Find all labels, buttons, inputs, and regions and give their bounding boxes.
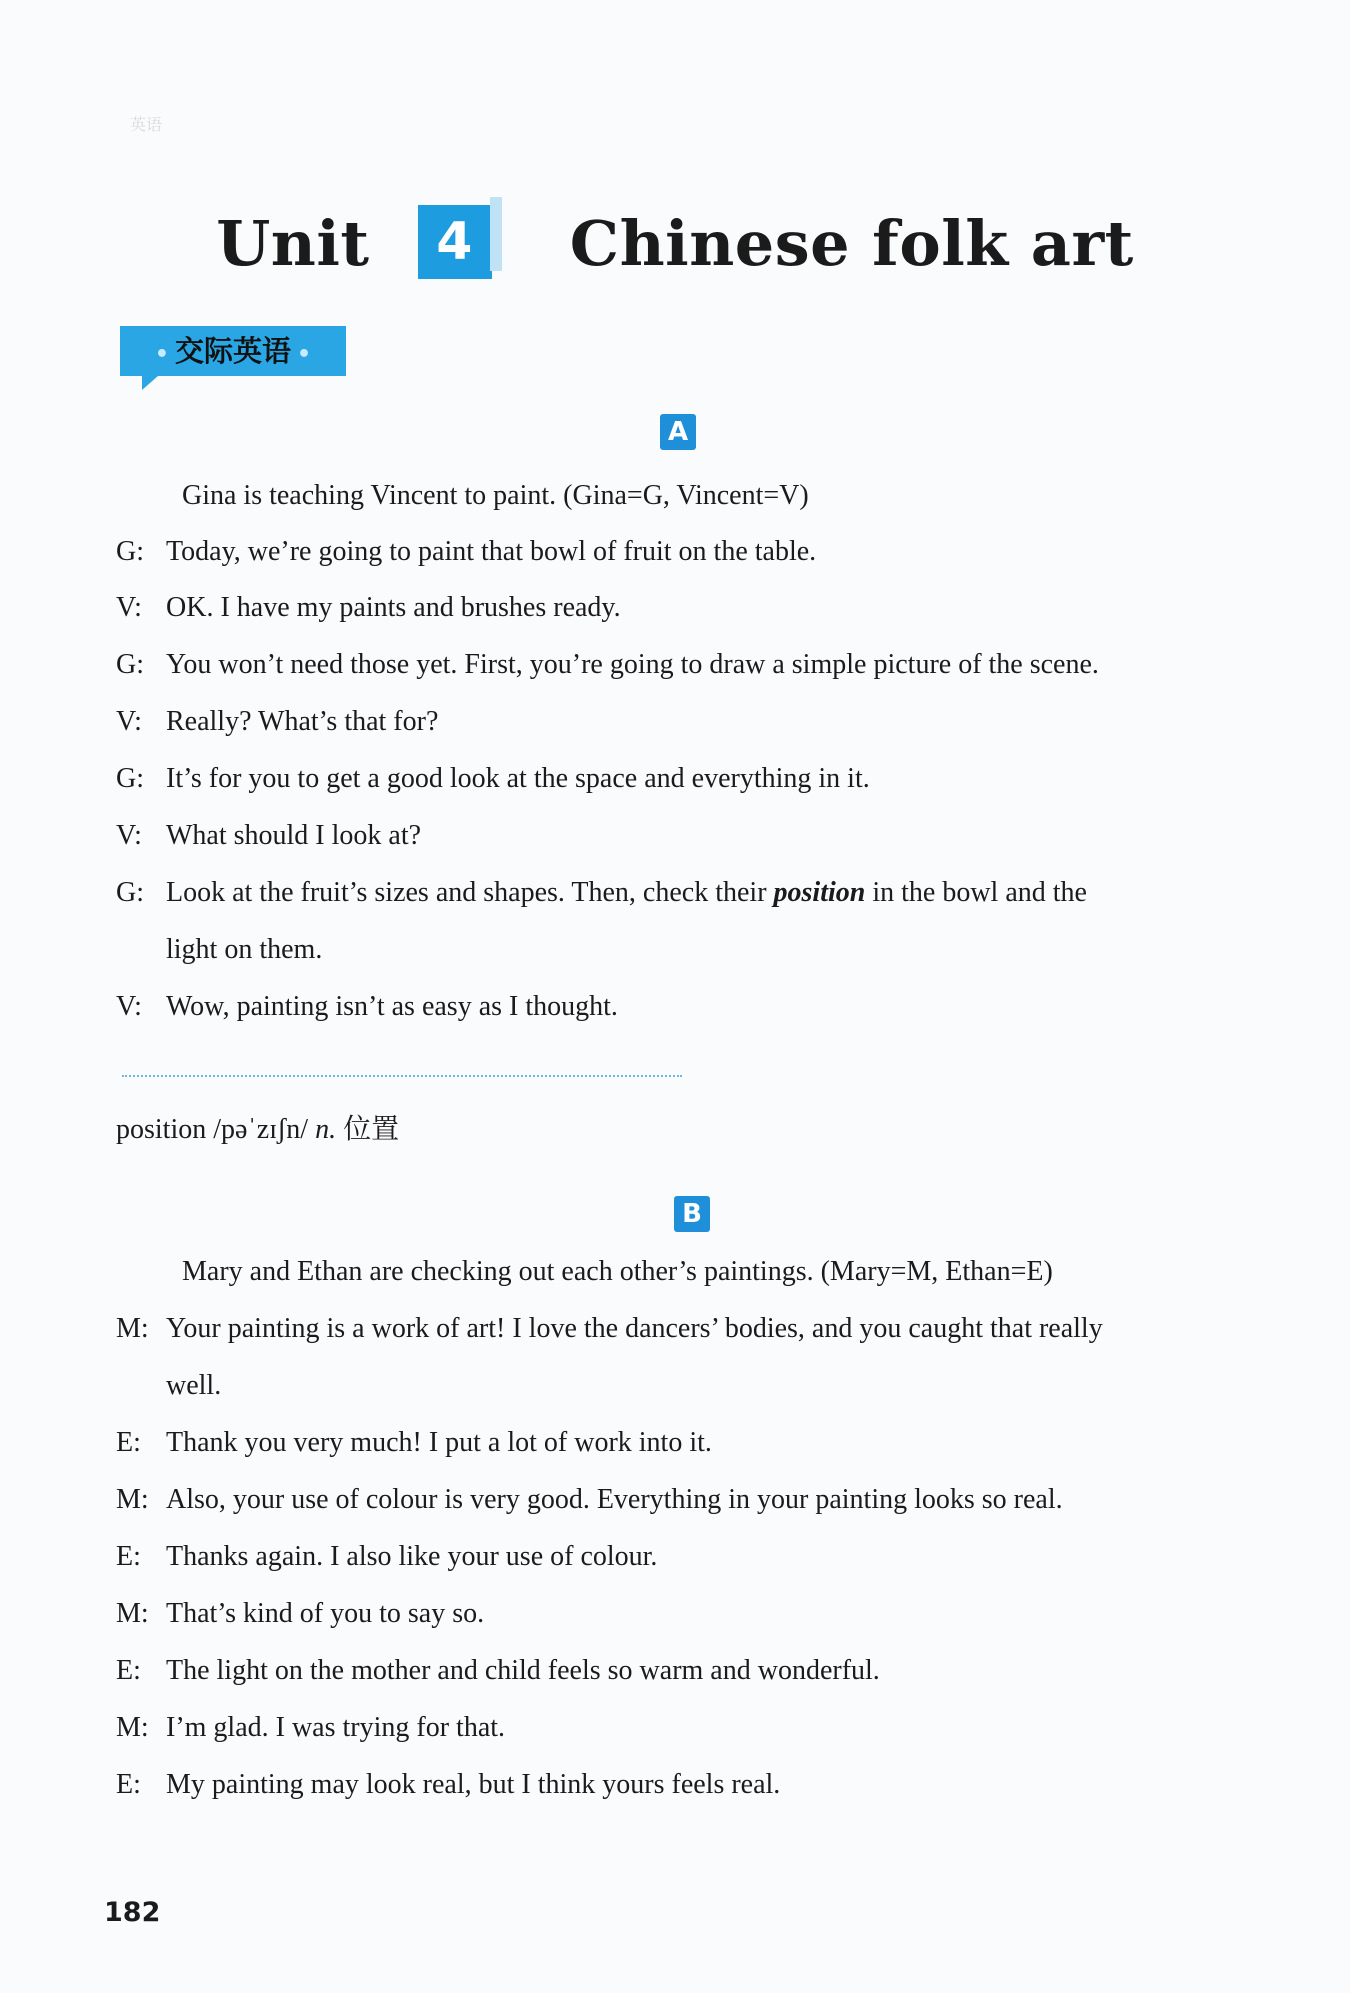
line-text: You won’t need those yet. First, you’re going to draw a simple picture of the scene. <box>166 649 1099 680</box>
speaker-label: E: <box>116 1427 141 1458</box>
speaker-label: G: <box>116 763 144 794</box>
line-text: Today, we’re going to paint that bowl of fruit on the table. <box>166 536 817 567</box>
vocab-entry <box>116 1116 399 1144</box>
unit-topic: Chinese folk art <box>569 207 1134 280</box>
line-text-before: Look at the fruit’s sizes and shapes. Then, check their <box>166 877 774 908</box>
section-banner <box>120 326 346 376</box>
line-text: Your painting is a work of art! I love the dancers’ bodies, and you caught that really <box>166 1313 1103 1344</box>
vocab-pos: n. <box>315 1114 337 1145</box>
line-text: I’m glad. I was trying for that. <box>166 1712 506 1743</box>
speaker-label: V: <box>116 592 142 623</box>
line-text: Thanks again. I also like your use of colour. <box>166 1541 658 1572</box>
unit-number-badge: 4 <box>418 205 492 279</box>
speaker-label: G: <box>116 877 144 908</box>
line-text: well. <box>166 1370 222 1401</box>
section-a-badge: A <box>660 414 696 450</box>
speaker-label: E: <box>116 1769 141 1800</box>
banner-label: 交际英语 <box>174 334 291 368</box>
speaker-label: M: <box>116 1712 149 1743</box>
line-text: That’s kind of you to say so. <box>166 1598 485 1629</box>
banner-dot-icon: • <box>154 342 169 367</box>
line-text: Wow, painting isn’t as easy as I thought. <box>166 991 618 1022</box>
line-text: Thank you very much! I put a lot of work into it. <box>166 1427 712 1458</box>
speaker-label: G: <box>116 649 144 680</box>
vocab-keyword: position <box>773 877 866 908</box>
page-number: 182 <box>104 1897 161 1928</box>
line-text <box>166 879 1087 907</box>
unit-title <box>0 205 1350 280</box>
banner-dot-icon: • <box>297 342 312 367</box>
section-a-intro: Gina is teaching Vincent to paint. (Gina=G, Vincent=V) <box>182 480 809 511</box>
speaker-label: V: <box>116 706 142 737</box>
line-text: What should I look at? <box>166 820 422 851</box>
line-text-after: in the bowl and the <box>865 877 1087 908</box>
line-text: light on them. <box>166 934 323 965</box>
speaker-label: M: <box>116 1313 149 1344</box>
line-text: OK. I have my paints and brushes ready. <box>166 592 621 623</box>
line-text: Also, your use of colour is very good. Everything in your painting looks so real. <box>166 1484 1063 1515</box>
speaker-label: G: <box>116 536 144 567</box>
line-text: My painting may look real, but I think yours feels real. <box>166 1769 781 1800</box>
line-text: The light on the mother and child feels so warm and wonderful. <box>166 1655 880 1686</box>
line-text: It’s for you to get a good look at the space and everything in it. <box>166 763 870 794</box>
running-header: 英语 <box>130 115 163 134</box>
unit-word: Unit <box>216 207 370 280</box>
speaker-label: E: <box>116 1655 141 1686</box>
speaker-label: M: <box>116 1484 149 1515</box>
vocab-word: position <box>116 1114 207 1145</box>
speaker-label: E: <box>116 1541 141 1572</box>
section-b-intro: Mary and Ethan are checking out each other’s paintings. (Mary=M, Ethan=E) <box>182 1256 1053 1287</box>
section-b-badge: B <box>674 1196 710 1232</box>
vocab-divider <box>122 1075 682 1077</box>
line-text: Really? What’s that for? <box>166 706 439 737</box>
speaker-label: M: <box>116 1598 149 1629</box>
vocab-phonetic: /pəˈzɪʃn/ <box>213 1114 309 1145</box>
vocab-meaning: 位置 <box>343 1114 400 1145</box>
speaker-label: V: <box>116 991 142 1022</box>
speaker-label: V: <box>116 820 142 851</box>
